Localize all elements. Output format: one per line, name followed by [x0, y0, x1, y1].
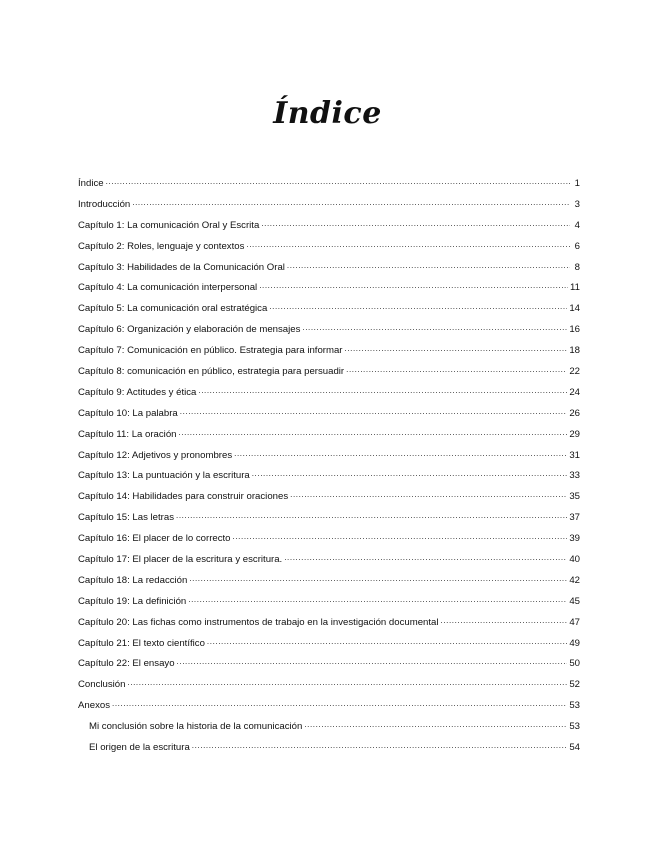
toc-entry-page: 47	[569, 616, 580, 628]
toc-entry[interactable]	[78, 362, 580, 383]
toc-entry-page: 1	[574, 178, 580, 189]
dot-leader	[198, 381, 567, 402]
toc-entry-label: Capítulo 4: La comunicación interpersonal	[78, 282, 258, 294]
toc-subentry-label: El origen de la escritura	[89, 742, 190, 754]
toc-entry-page: 14	[569, 303, 580, 315]
dot-leader	[188, 590, 567, 611]
toc-entry-label: Capítulo 9: Actitudes y ética	[78, 386, 197, 398]
toc-entry-page: 4	[574, 219, 580, 231]
toc-entry-label: Capítulo 8: comunicación en público, estrategia para persuadir	[78, 366, 345, 378]
toc-subentry[interactable]	[78, 738, 580, 759]
toc-entry[interactable]	[78, 466, 580, 487]
toc-entry[interactable]	[78, 320, 580, 341]
toc-entry-label: Capítulo 6: Organización y elaboración de mensajes	[78, 324, 301, 336]
toc-entry-page: 16	[569, 324, 580, 336]
dot-leader	[112, 694, 567, 715]
toc-entry-label: Capítulo 21: El texto científico	[78, 637, 205, 649]
dot-leader	[233, 527, 568, 548]
toc-entry[interactable]	[78, 508, 580, 529]
toc-entry[interactable]	[78, 258, 580, 279]
toc-entry-label: Capítulo 16: El placer de lo correcto	[78, 533, 231, 545]
toc-entry[interactable]	[78, 696, 580, 717]
toc-entry-page: 6	[574, 240, 580, 252]
dot-leader	[284, 548, 567, 569]
toc-entry-page: 3	[574, 198, 580, 210]
toc-entry-page: 31	[569, 449, 580, 461]
toc-entry-page: 49	[569, 637, 580, 649]
toc-entry-page: 50	[569, 658, 580, 670]
toc-subentry-page: 54	[569, 742, 580, 754]
dot-leader	[261, 214, 570, 235]
toc-entry[interactable]	[78, 278, 580, 299]
toc-entry-page: 40	[569, 554, 580, 566]
toc-entry[interactable]	[78, 613, 580, 634]
toc-entry-label: Capítulo 13: La puntuación y la escritura	[78, 470, 250, 482]
dot-leader	[192, 736, 568, 757]
toc-entry[interactable]	[78, 634, 580, 655]
toc-subentry-label: Mi conclusión sobre la historia de la comunicación	[89, 721, 303, 733]
toc-entry-label: Capítulo 11: La oración	[78, 428, 177, 440]
toc-entry-page: 42	[569, 574, 580, 586]
dot-leader	[302, 318, 567, 339]
toc-entry-label: Capítulo 20: Las fichas como instrumentos de trabajo en la investigación documental	[78, 616, 439, 628]
toc-entry[interactable]	[78, 550, 580, 571]
table-of-contents	[78, 174, 580, 759]
toc-entry[interactable]	[78, 404, 580, 425]
dot-leader	[189, 569, 567, 590]
toc-entry[interactable]	[78, 487, 580, 508]
toc-entry-page: 18	[569, 345, 580, 357]
dot-leader	[287, 256, 570, 277]
toc-entry-page: 37	[569, 512, 580, 524]
toc-entry[interactable]	[78, 425, 580, 446]
toc-entry-label: Anexos	[78, 700, 110, 712]
dot-leader	[132, 193, 570, 214]
toc-entry-page: 26	[569, 407, 580, 419]
toc-entry-label: Capítulo 17: El placer de la escritura y escritura.	[78, 554, 283, 566]
dot-leader	[252, 464, 568, 485]
toc-entry-label: Conclusión	[78, 679, 126, 691]
toc-entry-label: Capítulo 3: Habilidades de la Comunicación Oral	[78, 261, 285, 273]
toc-entry-page: 22	[569, 366, 580, 378]
toc-entry[interactable]	[78, 174, 580, 195]
toc-entry-page: 53	[569, 700, 580, 712]
toc-entry-label: Capítulo 22: El ensayo	[78, 658, 175, 670]
toc-entry-page: 35	[569, 491, 580, 503]
toc-subentry-page: 53	[569, 721, 580, 733]
toc-entry-label: Capítulo 19: La definición	[78, 595, 187, 607]
toc-entry-page: 24	[569, 386, 580, 398]
dot-leader	[176, 506, 567, 527]
toc-entry[interactable]	[78, 299, 580, 320]
toc-entry-label: Capítulo 15: Las letras	[78, 512, 174, 524]
dot-leader	[179, 423, 568, 444]
toc-entry[interactable]	[78, 383, 580, 404]
toc-entry[interactable]	[78, 341, 580, 362]
toc-entry[interactable]	[78, 675, 580, 696]
toc-entry[interactable]	[78, 592, 580, 613]
dot-leader	[304, 715, 567, 736]
toc-entry[interactable]	[78, 529, 580, 550]
dot-leader	[207, 632, 567, 653]
dot-leader	[246, 235, 570, 256]
dot-leader	[259, 276, 568, 297]
toc-entry-label: Capítulo 14: Habilidades para construir oraciones	[78, 491, 289, 503]
dot-leader	[345, 339, 568, 360]
toc-entry-label: Capítulo 1: La comunicación Oral y Escrita	[78, 219, 260, 231]
toc-entry-page: 8	[574, 261, 580, 273]
toc-entry-page: 52	[569, 679, 580, 691]
toc-entry-label: Capítulo 7: Comunicación en público. Estrategia para informar	[78, 345, 343, 357]
toc-entry[interactable]	[78, 237, 580, 258]
dot-leader	[106, 172, 570, 193]
dot-leader	[180, 402, 568, 423]
dot-leader	[127, 673, 567, 694]
toc-entry-page: 33	[569, 470, 580, 482]
toc-entry-page: 39	[569, 533, 580, 545]
toc-entry-page: 29	[569, 428, 580, 440]
toc-entry-page: 11	[570, 282, 580, 294]
dot-leader	[177, 652, 568, 673]
toc-entry[interactable]	[78, 195, 580, 216]
dot-leader	[290, 485, 567, 506]
dot-leader	[269, 297, 567, 318]
dot-leader	[234, 444, 567, 465]
dot-leader	[441, 611, 568, 632]
toc-entry[interactable]	[78, 654, 580, 675]
toc-entry-label: Capítulo 18: La redacción	[78, 574, 188, 586]
toc-entry-label: Capítulo 2: Roles, lenguaje y contextos	[78, 240, 245, 252]
page-title: Índice	[273, 96, 382, 131]
toc-subentry[interactable]	[78, 717, 580, 738]
toc-entry-label: Capítulo 10: La palabra	[78, 407, 178, 419]
toc-entry-label: Introducción	[78, 198, 131, 210]
toc-entry-label: Índice	[78, 178, 104, 189]
toc-entry[interactable]	[78, 571, 580, 592]
dot-leader	[346, 360, 567, 381]
toc-entry-page: 45	[569, 595, 580, 607]
toc-entry[interactable]	[78, 216, 580, 237]
toc-entry-label: Capítulo 5: La comunicación oral estratégica	[78, 303, 268, 315]
toc-entry[interactable]	[78, 446, 580, 467]
toc-entry-label: Capítulo 12: Adjetivos y pronombres	[78, 449, 233, 461]
